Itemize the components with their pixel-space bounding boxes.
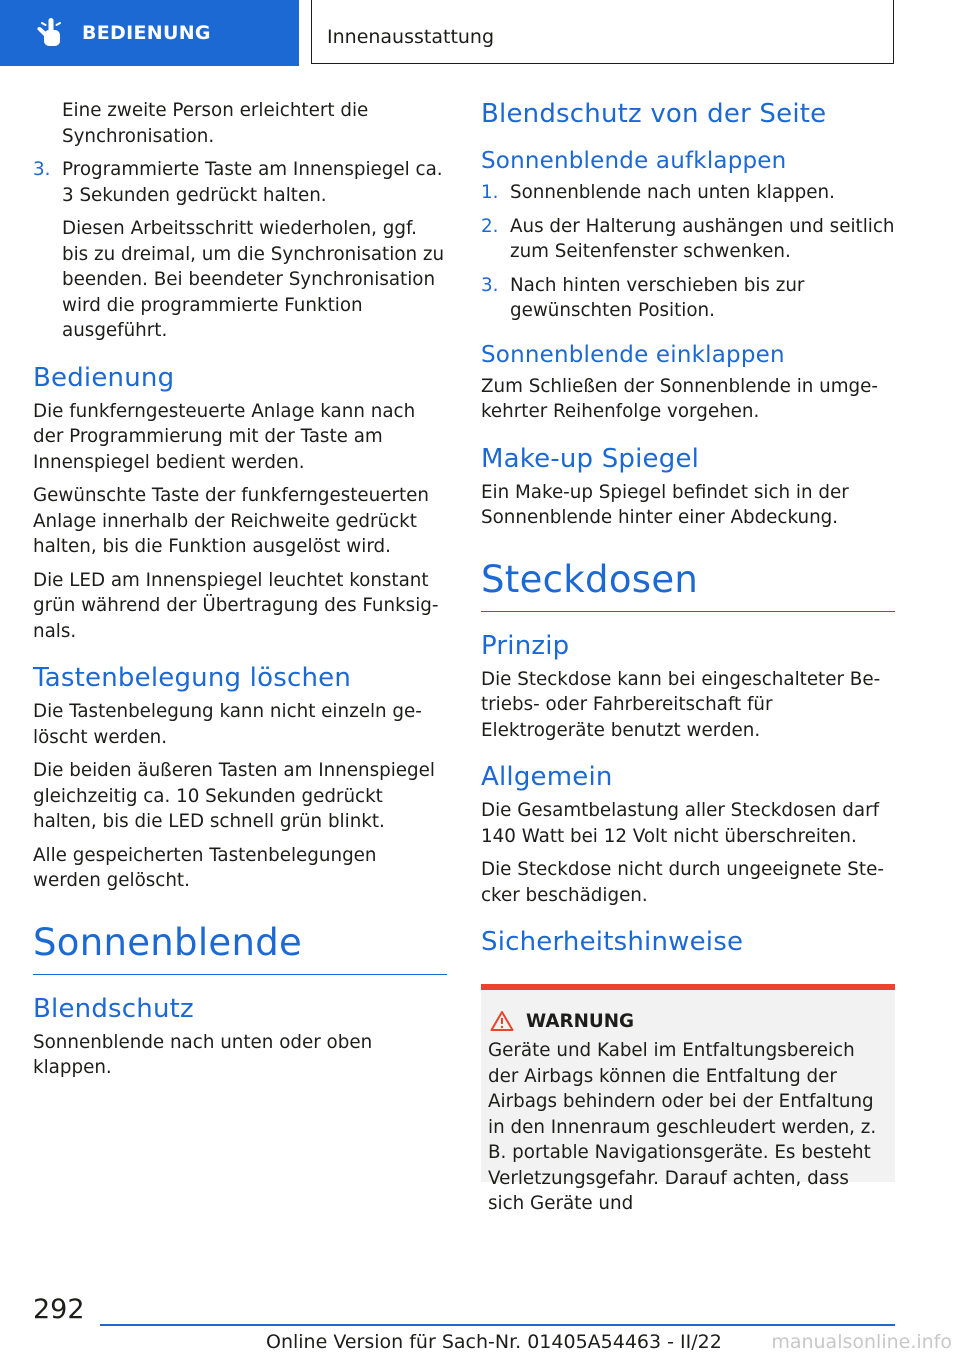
section-tab[interactable] <box>0 0 299 66</box>
heading-blendschutz: Blendschutz <box>33 993 194 1024</box>
warning-header <box>488 1010 885 1032</box>
section-label: BEDIENUNG <box>82 22 211 44</box>
paragraph: Gewünschte Taste der funkferngesteuerten Anlage innerhalb der Reichweite gedrückt halten, bis die Funktion ausgelöst wird. <box>33 485 429 557</box>
paragraph: Die funkferngesteuerte Anlage kann nach der Programmierung mit der Taste am Innenspiegel bedient werden. <box>33 400 416 473</box>
watermark: manualsonline.info <box>771 1331 952 1353</box>
heading-make-up-spiegel: Make-up Spiegel <box>481 443 700 474</box>
step-text: Aus der Halterung aushängen und seitlich zum Seitenfenster schwenken. <box>510 215 895 262</box>
heading-blendschutz-seite: Blendschutz von der Seite <box>481 99 827 129</box>
paragraph: Sonnenblende nach unten oder oben klappen. <box>33 1031 373 1078</box>
online-version-text: Online Version für Sach-Nr. 01405A54463 - II/22 <box>266 1331 722 1353</box>
intro-text: Eine zweite Person erleichtert die Synchronisation. <box>62 100 369 147</box>
step-1 <box>481 180 895 206</box>
step-3-detail: Diesen Arbeitsschritt wiederholen, ggf. bis zu dreimal, um die Synchronisation zu beenden. Bei beendeter Synchronisation wird die programmierte Funktion ausgeführt. <box>62 218 445 341</box>
heading-sicherheitshinweise: Sicherheitshinweise <box>481 927 744 957</box>
paragraph: Die beiden äußeren Tasten am Innenspiegel gleichzeitig ca. 10 Sekunden gedrückt halten, bis die LED schnell grün blinkt. <box>33 760 435 832</box>
step-2 <box>481 214 895 265</box>
heading-tastenbelegung-loeschen: Tastenbelegung löschen <box>33 663 351 693</box>
warning-box <box>481 984 895 1214</box>
paragraph: Die Tastenbelegung kann nicht einzeln gelöscht werden. <box>33 701 422 748</box>
paragraph: Alle gespeicherten Tastenbelegungen werden gelöscht. <box>33 844 377 891</box>
footer-divider <box>100 1324 895 1326</box>
step-text: Nach hinten verschieben bis zur gewünschten Position. <box>510 274 805 321</box>
heading-steckdosen: Steckdosen <box>481 557 895 612</box>
chapter-header <box>311 0 894 64</box>
step-text: Sonnenblende nach unten klappen. <box>510 182 835 203</box>
heading-bedienung: Bedienung <box>33 362 175 393</box>
paragraph: Die Gesamtbelastung aller Steckdosen darf 140 Watt bei 12 Volt nicht überschreiten. <box>481 800 880 847</box>
chapter-title: Innenausstattung <box>327 26 495 48</box>
heading-einklappen: Sonnenblende einklappen <box>481 341 785 368</box>
hand-pointer-icon <box>36 16 66 50</box>
warning-label: WARNUNG <box>526 1010 635 1032</box>
step-number: 3. <box>33 159 51 180</box>
paragraph: Die LED am Innenspiegel leuchtet konstant grün während der Übertragung des Funksignals. <box>33 569 439 642</box>
warning-text: Geräte und Kabel im Entfaltungsbereich der Airbags können die Entfaltung der Airbags behindern oder bei der Entfaltung in den Innenraum geschleudert werden, z. B. portable Navigationsgeräte. Es besteht Verletzungsgefahr. Darauf achten, dass sich Geräte und <box>488 1040 877 1214</box>
heading-prinzip: Prinzip <box>481 630 570 661</box>
paragraph: Die Steckdose kann bei eingeschalteter Betriebs- oder Fahrbereitschaft für Elektrogeräte benutzt werden. <box>481 668 881 741</box>
heading-sonnenblende: Sonnenblende <box>33 920 447 975</box>
step-3 <box>33 157 447 208</box>
warning-triangle-icon <box>490 1010 514 1032</box>
heading-allgemein: Allgemein <box>481 762 613 792</box>
step-number: 3. <box>481 274 499 296</box>
paragraph: Ein Make-up Spiegel befindet sich in der Sonnenblende hinter einer Abdeckung. <box>481 481 849 528</box>
step-3 <box>481 273 895 324</box>
right-column <box>481 98 895 1214</box>
page-number: 292 <box>33 1294 85 1325</box>
left-column <box>33 98 447 1089</box>
step-number: 1. <box>481 182 499 203</box>
paragraph: Die Steckdose nicht durch ungeeignete Stecker beschädigen. <box>481 859 884 906</box>
step-text: Programmierte Taste am Innenspiegel ca. 3 Sekunden gedrückt halten. <box>62 159 443 206</box>
heading-aufklappen: Sonnenblende aufklappen <box>481 148 787 174</box>
paragraph: Zum Schließen der Sonnenblende in umgekehrter Reihenfolge vorgehen. <box>481 375 879 422</box>
step-number: 2. <box>481 215 499 237</box>
